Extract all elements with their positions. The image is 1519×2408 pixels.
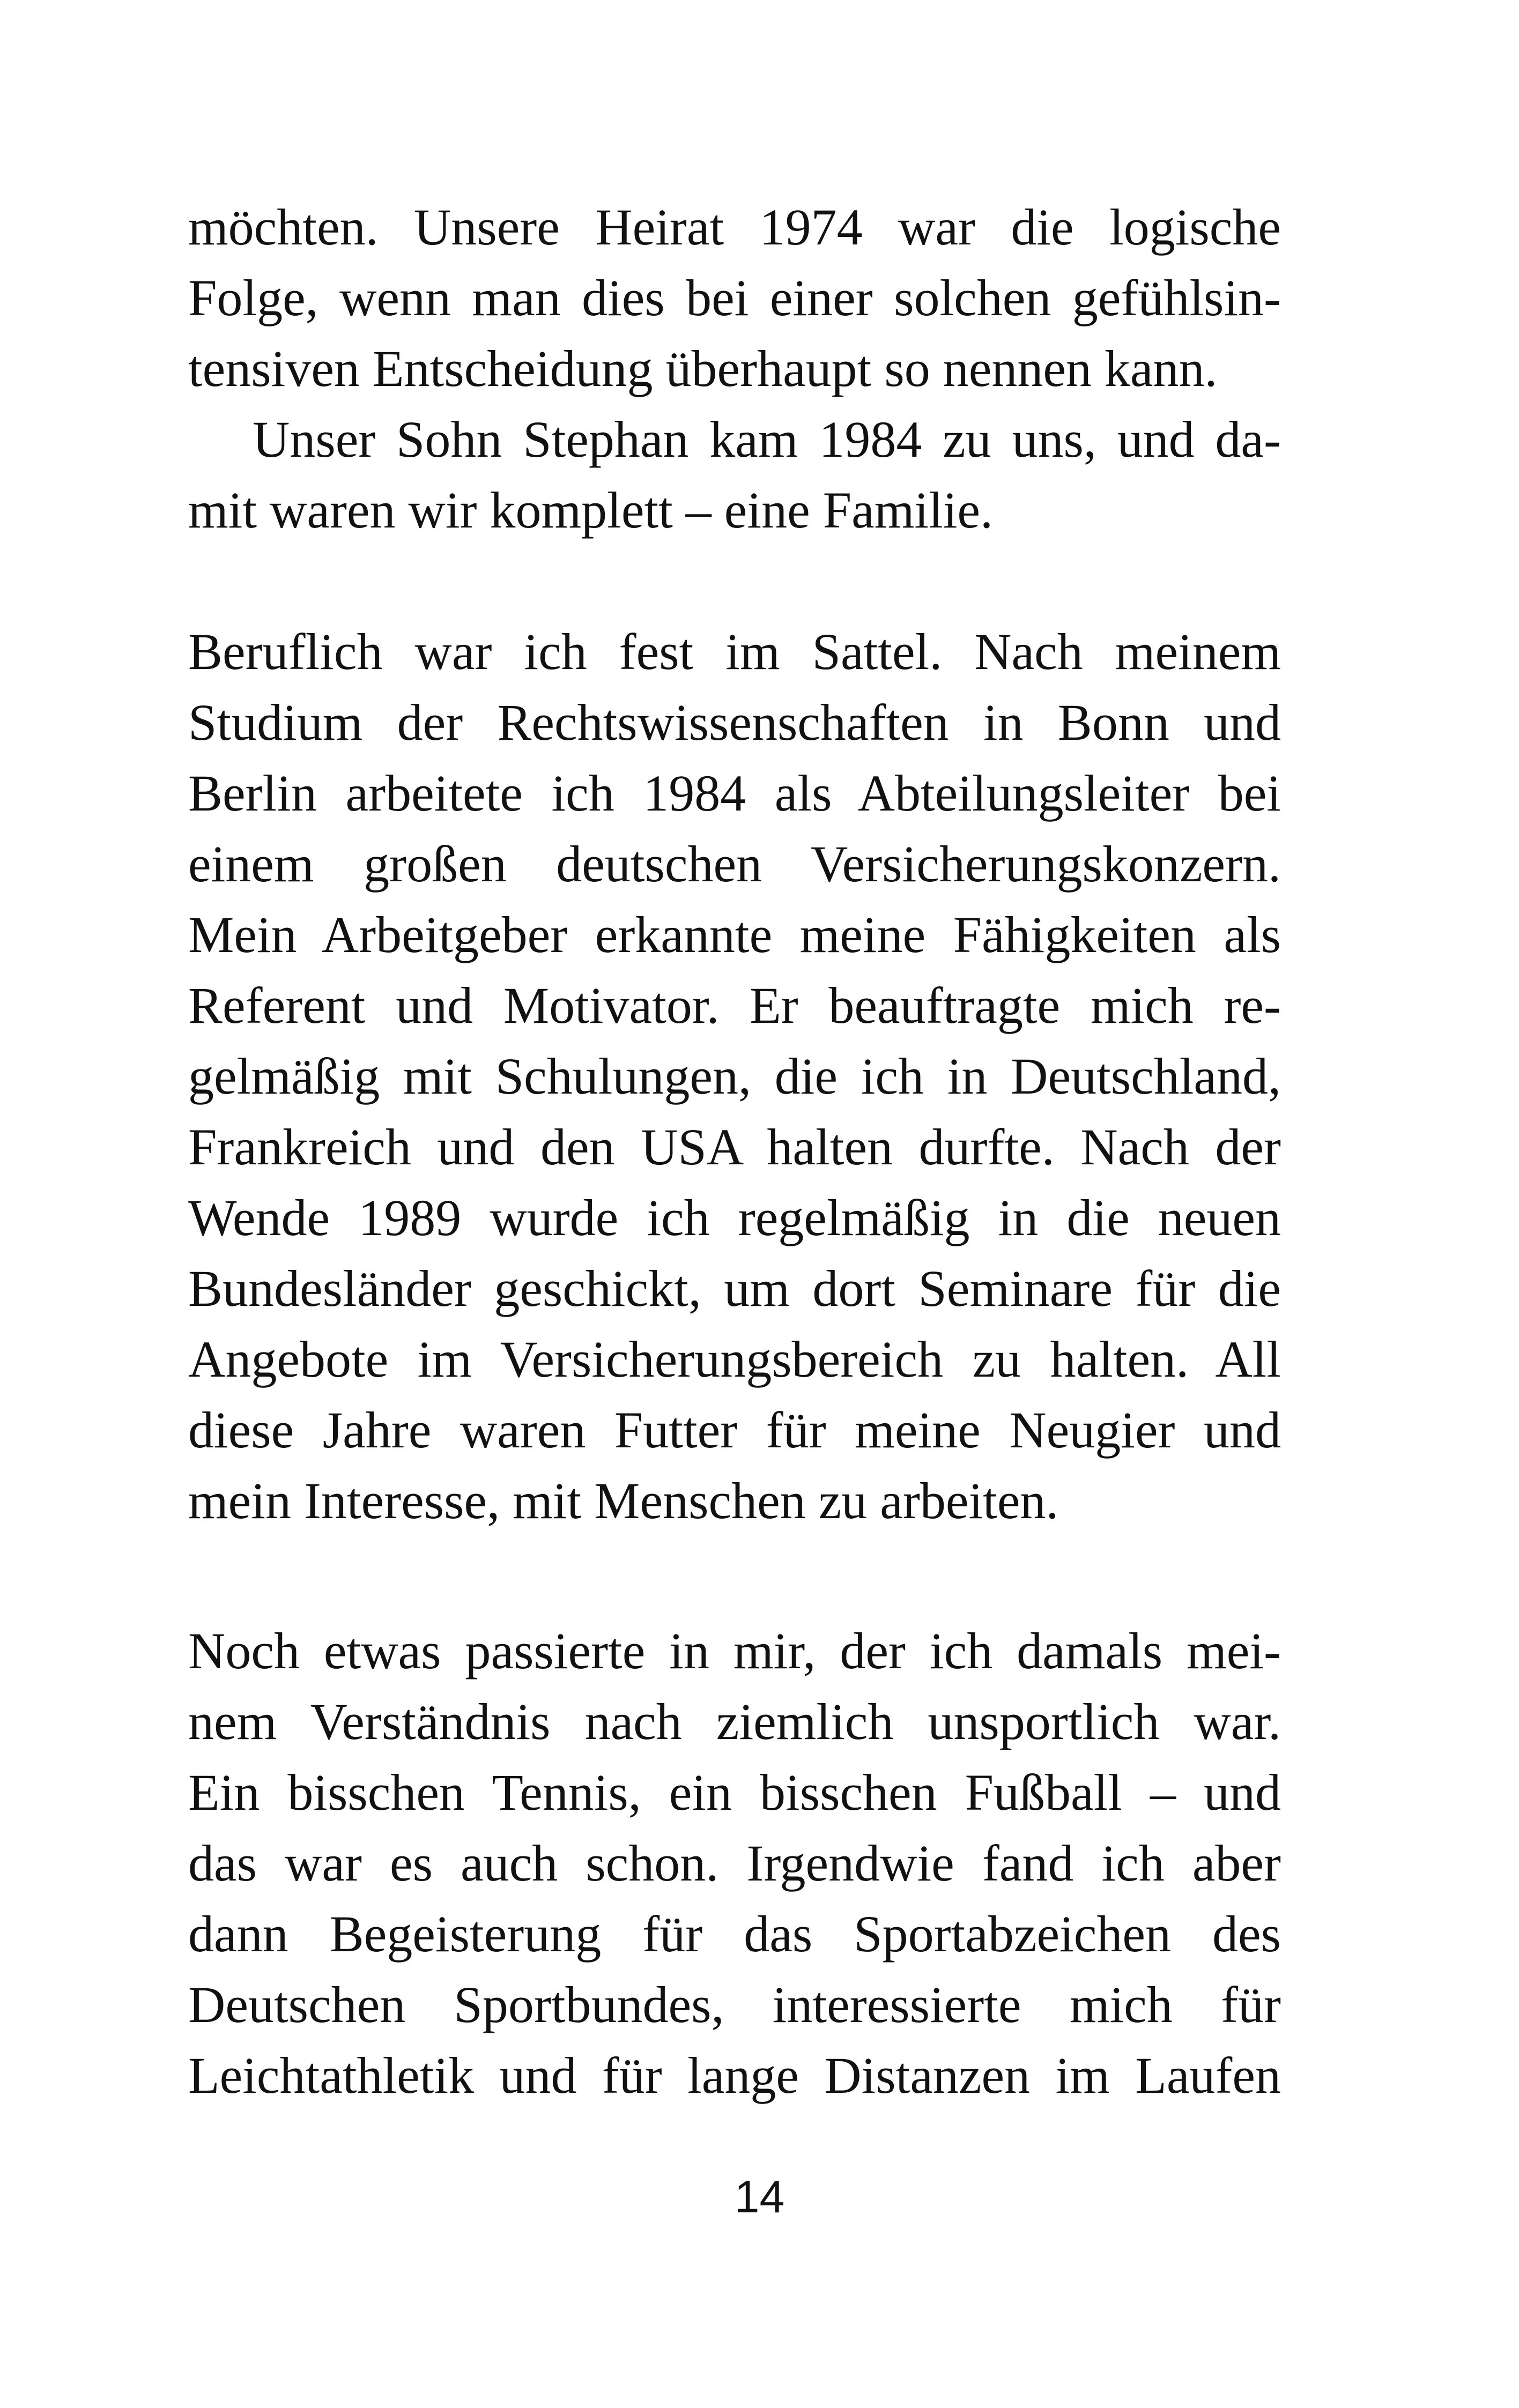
text-line: Unser Sohn Stephan kam 1984 zu uns, und da- [253, 411, 1281, 468]
text-line: Noch etwas passierte in mir, der ich damals mei- [188, 1622, 1281, 1679]
text-line: möchten. Unsere Heirat 1974 war die logische [188, 198, 1281, 256]
text-line: dann Begeisterung für das Sportabzeichen des [188, 1905, 1281, 1963]
paragraph-marriage [188, 192, 1281, 404]
paragraph-sport [188, 1616, 1281, 2111]
text-line: Berlin arbeitete ich 1984 als Abteilungsleiter bei [188, 764, 1281, 822]
text-line: diese Jahre waren Futter für meine Neugier und [188, 1401, 1281, 1459]
paragraph-career [188, 616, 1281, 1536]
text-line: Frankreich und den USA halten durfte. Nach der [188, 1118, 1281, 1176]
text-line: Deutschen Sportbundes, interessierte mich für [188, 1976, 1281, 2033]
text-line: Folge, wenn man dies bei einer solchen gefühlsin- [188, 269, 1281, 326]
text-line: Studium der Rechtswissenschaften in Bonn und [188, 694, 1281, 751]
text-line: das war es auch schon. Irgendwie fand ich aber [188, 1834, 1281, 1892]
text-line: mein Interesse, mit Menschen zu arbeiten. [188, 1472, 1059, 1529]
text-line: tensiven Entscheidung überhaupt so nennen kann. [188, 340, 1218, 397]
text-line: gelmäßig mit Schulungen, die ich in Deutschland, [188, 1047, 1281, 1105]
text-line: Angebote im Versicherungsbereich zu halten. All [188, 1331, 1281, 1388]
text-line: nem Verständnis nach ziemlich unsportlich war. [188, 1693, 1281, 1750]
text-line: Beruflich war ich fest im Sattel. Nach meinem [188, 623, 1281, 680]
text-line: mit waren wir komplett – eine Familie. [188, 481, 993, 539]
text-line: einem großen deutschen Versicherungskonzern. [188, 835, 1281, 893]
page-number: 14 [734, 2172, 785, 2222]
text-line: Referent und Motivator. Er beauftragte mich re- [188, 977, 1281, 1034]
text-line: Ein bisschen Tennis, ein bisschen Fußball – und [188, 1764, 1281, 1821]
text-line: Wende 1989 wurde ich regelmäßig in die neuen [188, 1189, 1281, 1246]
paragraph-son [188, 404, 1281, 546]
text-line: Bundesländer geschickt, um dort Seminare für die [188, 1260, 1281, 1317]
text-line: Leichtathletik und für lange Distanzen im Laufen [188, 2047, 1281, 2104]
text-line: Mein Arbeitgeber erkannte meine Fähigkeiten als [188, 906, 1281, 963]
